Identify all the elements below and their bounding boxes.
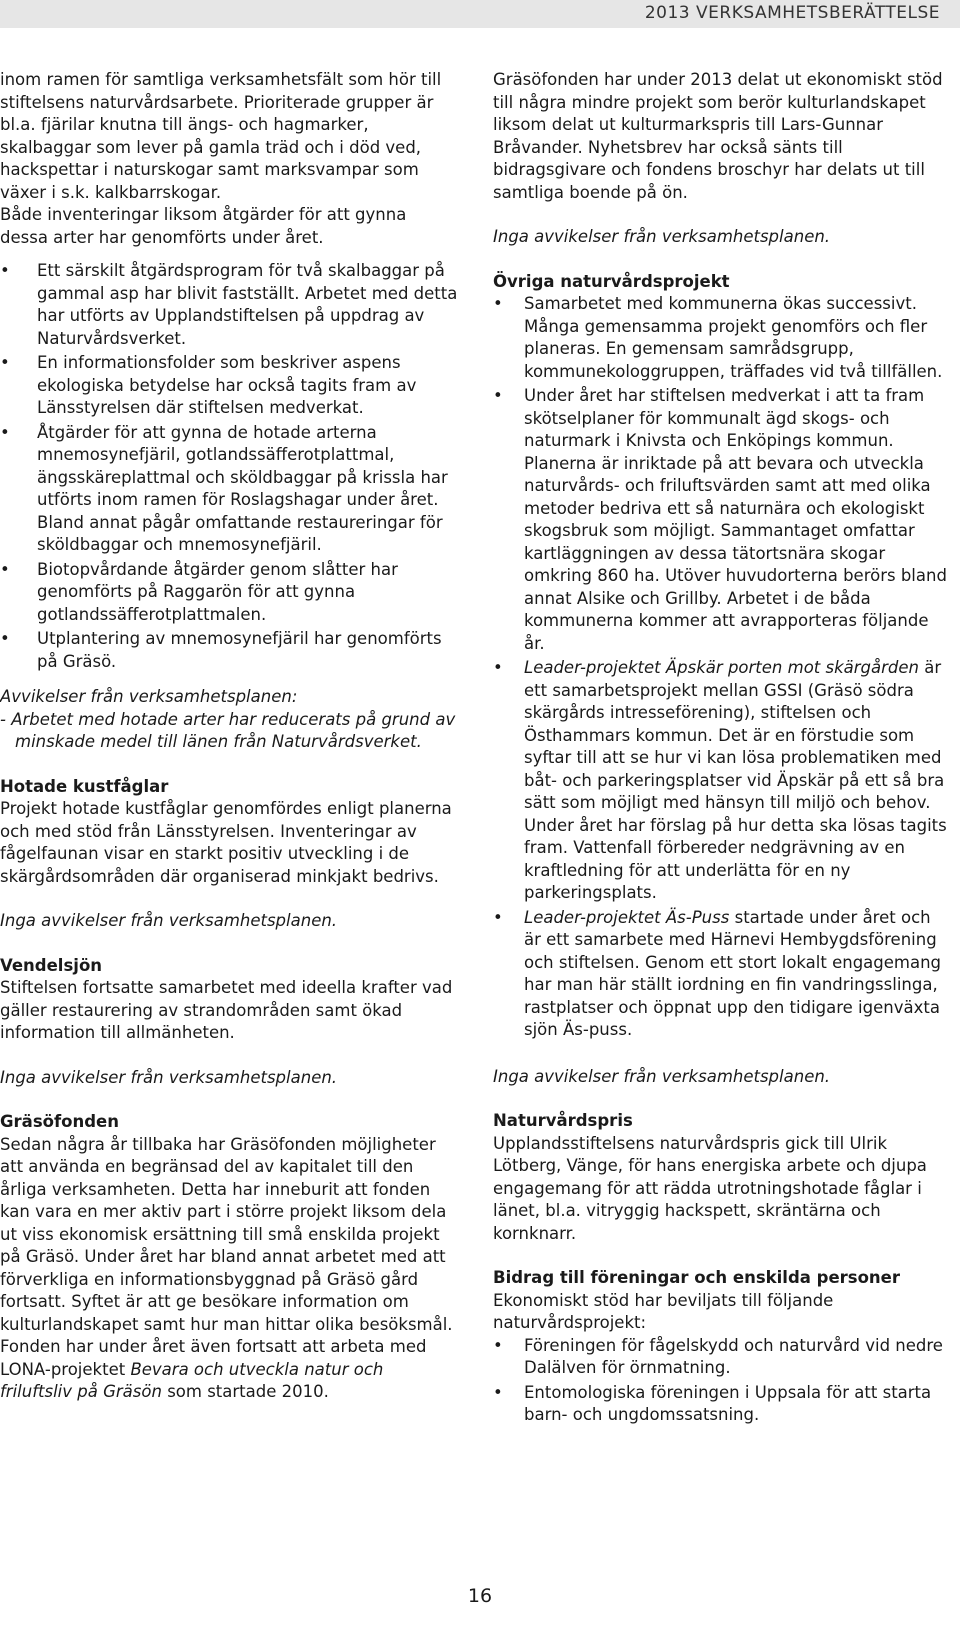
section-heading-kustfaglar: Hotade kustfåglar — [0, 776, 169, 796]
list-item: • Under året har stiftelsen medverkat i att ta fram skötselplaner för kommunalt ägd skogs- och naturmark i Knivsta och Enköpings kommun. Planerna är inriktade på att bevara och utveckla naturvårds- och friluftsvärden samt att med olika metoder bedriva ett så naturnära och ekologiskt skogsbruk som möjligt. Sammantaget omfattar kartläggningen av dessa tätortsnära skogar omkring 860 ha. Utöver huvudorterna berörs bland annat Alsike och Grillby. Arbetet i de båda kommunerna kommer att avrapporteras följande år. — [493, 385, 948, 655]
section-heading-ovriga: Övriga naturvårdsprojekt — [493, 271, 730, 291]
grasofonden-text-main: Sedan några år tillbaka har Gräsöfonden möjligheter att använda en begränsad del av kapitalet till den årliga verksamheten. Detta har inneburit att fonden kan vara en mer aktiv part i större projekt liksom dela ut viss ekonomisk ersättning till små enskilda projekt på Gräsö. Under året har bland annat arbetet med att förverkliga en informationsbyggnad på Gräsö gård fortsatt. Syftet är att ge besökare information om kulturlandskapet samt hur man hittar olika besöksmål. Fonden har under året även fortsatt att arbeta med LONA-projektet — [0, 1134, 453, 1379]
kustfaglar-note: Inga avvikelser från verksamhetsplanen. — [0, 911, 338, 930]
list-item: • Entomologiska föreningen i Uppsala för att starta barn- och ungdomssatsning. — [493, 1382, 948, 1427]
section-heading-grasofonden: Gräsöfonden — [0, 1112, 119, 1131]
list-item: • Samarbetet med kommunerna ökas successivt. Många gemensamma projekt genomförs och fler planeras. En gemensam samrådsgrupp, kommunekologgruppen, träffades vid två tillfällen. — [493, 293, 948, 383]
leader-project-name: Leader-projektet Äpskär porten mot skärgården — [524, 658, 920, 677]
left-column — [0, 69, 458, 1404]
deviation-heading: Avvikelser från verksamhetsplanen: — [0, 687, 298, 706]
list-item: • Utplantering av mnemosynefjäril har genomförts på Gräsö. — [0, 628, 458, 673]
list-item: • Åtgärder för att gynna de hotade arterna mnemosynefjäril, gotlandssäfferotplattmal, ängsskäreplattmal och sköldbaggar på krissla har utförts inom ramen för Roslagshagar under året. Bland annat pågår omfattande restaureringar för sköldbaggar och mnemosynefjäril. — [0, 422, 458, 557]
list-item: • En informationsfolder som beskriver aspens ekologiska betydelse har också tagits fram av Länsstyrelsen där stiftelsen medverkat. — [0, 352, 458, 420]
header-title: 2013 VERKSAMHETSBERÄTTELSE — [644, 3, 940, 23]
list-item: • Ett särskilt åtgärdsprogram för två skalbaggar på gammal asp har blivit fastställt. Arbetet med detta har utförts av Upplandstiftelsen på uppdrag av Naturvårdsverket. — [0, 260, 458, 350]
section-heading-naturvardspris: Naturvårdspris — [493, 1111, 633, 1130]
deviation-item: - Arbetet med hotade arter har reducerats på grund av minskade medel till länen från Naturvårdsverket. — [0, 709, 456, 751]
section-heading-bidrag: Bidrag till föreningar och enskilda personer — [493, 1268, 900, 1287]
grasofonden-continued: Gräsöfonden har under 2013 delat ut ekonomiskt stöd till några mindre projekt som berör kulturlandskapet liksom delat ut kulturmarkspris till Lars-Gunnar Bråvander. Nyhetsbrev har också sänts till bidragsgivare och fondens broschyr har delats ut till samtliga boende på ön. — [493, 70, 943, 202]
right-column — [493, 69, 948, 1429]
section-heading-vendelsjon: Vendelsjön — [0, 955, 103, 975]
lona-project-name: Bevara och utveckla natur och friluftsliv på Gräsön — [0, 1359, 384, 1401]
naturvardspris-text: Upplandsstiftelsens naturvårdspris gick till Ulrik Lötberg, Vänge, för hans energiska arbete och djupa engagemang för att rädda utrotningshotade fåglar i länet, bl.a. vitryggig hackspett, skräntärna och kornknarr. — [493, 1133, 927, 1243]
ovriga-note: Inga avvikelser från verksamhetsplanen. — [493, 1066, 831, 1086]
list-item: • Biotopvårdande åtgärder genom slåtter har genomförts på Raggarön för att gynna gotlandssäfferotplattmalen. — [0, 559, 458, 627]
page-header — [0, 0, 960, 28]
leader-project-name: Leader-projektet Äs-Puss — [524, 907, 730, 927]
list-item: • Föreningen för fågelskydd och naturvård vid nedre Dalälven för örnmatning. — [493, 1335, 948, 1380]
kustfaglar-text: Projekt hotade kustfåglar genomfördes enligt planerna och med stöd från Länsstyrelsen. Inventeringar av fågelfaunan visar en starkt positiv utveckling i de skärgårdsområden där organiserad minkjakt bedrivs. — [0, 799, 452, 886]
bidrag-bullet-list — [493, 1335, 948, 1427]
grasofonden-text — [0, 1134, 458, 1404]
list-item: • Leader-projektet Äs-Puss startade under året och är ett samarbete med Härnevi Hembygdsförening och stiftelsen. Genom ett stort lokalt engagemang har man här ställt iordning en fin vandringsslinga, rastplatser och öppnat upp den tidigare igenväxta sjön Äs-puss. — [493, 907, 948, 1042]
list-item: • Leader-projektet Äpskär porten mot skärgården är ett samarbetsprojekt mellan GSSI (Gräsö södra skärgårds intresseförening), stiftelsen och Östhammars kommun. Det är en förstudie som syftar till att se hur vi kan lösa problematiken med båt- och parkeringsplatser vid Äpskär på ett så bra sätt som möjligt med hänsyn till miljö och behov. Under året har förslag på hur detta ska lösas tagits fram. Vattenfall förbereder nedgrävning av en kraftledning för att underlätta för en ny parkeringsplats. — [493, 657, 948, 905]
vendelsjon-text: Stiftelsen fortsatte samarbetet med ideella krafter vad gäller restaurering av strandområden samt ökad information till allmänheten. — [0, 978, 453, 1042]
species-bullet-list — [0, 260, 458, 673]
ovriga-bullet-list — [493, 293, 948, 1042]
grasofonden-text-tail: som startade 2010. — [167, 1382, 329, 1401]
vendelsjon-note: Inga avvikelser från verksamhetsplanen. — [0, 1067, 338, 1087]
page-number: 16 — [467, 1585, 493, 1607]
grasofonden-note: Inga avvikelser från verksamhetsplanen. — [493, 227, 831, 246]
intro-paragraph-2: Både inventeringar liksom åtgärder för att gynna dessa arter har genomförts under året. — [0, 205, 407, 247]
intro-paragraph: inom ramen för samtliga verksamhetsfält som hör till stiftelsens naturvårdsarbete. Prioriterade grupper är bl.a. fjärilar knutna till ängs- och hagmarker, skalbaggar som lever på gamla träd och i död ved, hackspettar i naturskogar samt marksvampar som växer i s.k. kalkbarrskogar. — [0, 70, 442, 202]
bidrag-text: Ekonomiskt stöd har beviljats till följande naturvårdsprojekt: — [493, 1290, 834, 1332]
